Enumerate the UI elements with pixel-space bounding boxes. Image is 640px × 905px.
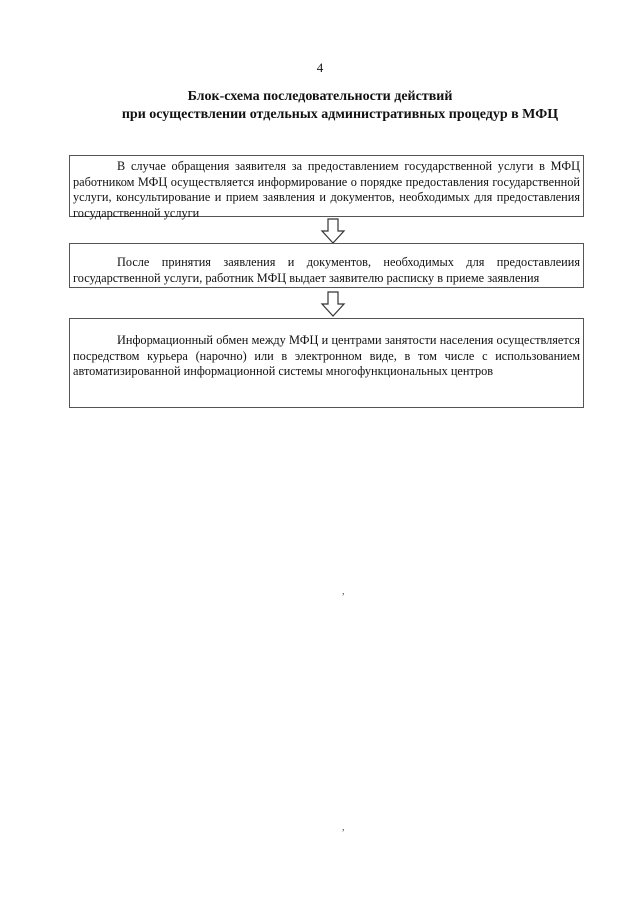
title-line-2: при осуществлении отдельных административных процедур в МФЦ: [121, 107, 559, 122]
scan-speck: ,: [342, 586, 345, 597]
page-title: [60, 88, 620, 124]
title-line-1: Блок-схема последовательности действий: [187, 89, 453, 104]
scan-speck: ,: [342, 822, 345, 833]
flowchart-step-2: После принятия заявления и документов, необходимых для предоставлеиия государственной услуги, работник МФЦ выдает заявителю расписку в приеме заявления: [69, 243, 584, 288]
flowchart-step-1: В случае обращения заявителя за предоставлением государственной услуги в МФЦ работником МФЦ осуществляется информирование о порядке предоставления государственной услуги, консультирование и прием заявления и документов, необходимых для предоставления государственной услуги: [69, 155, 584, 217]
down-arrow-icon: [320, 291, 346, 317]
down-arrow-icon: [320, 218, 346, 244]
page-number: 4: [316, 60, 324, 75]
flowchart-step-3: Информационный обмен между МФЦ и центрами занятости населения осуществляется посредством курьера (нарочно) или в электронном виде, в том числе с использованием автоматизированной информационной системы многофункциональных центров: [69, 318, 584, 408]
